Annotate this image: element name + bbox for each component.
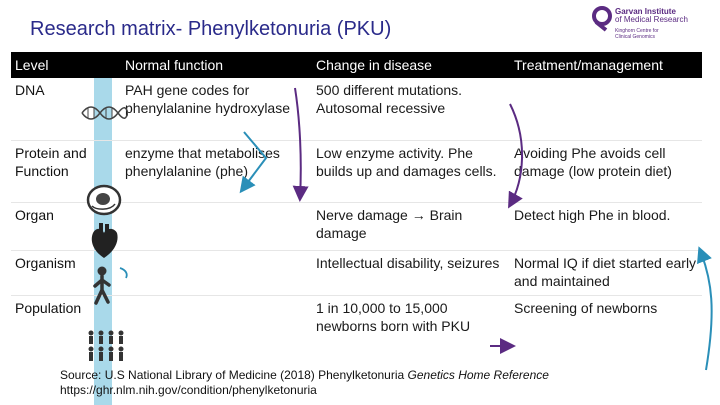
level-cell: DNA xyxy=(11,78,121,141)
level-cell: Organism xyxy=(11,251,121,296)
arrow-person-to-organism xyxy=(120,268,127,278)
disease-cell: 500 different mutations. Autosomal recessive xyxy=(312,78,510,141)
page-title: Research matrix- Phenylketonuria (PKU) xyxy=(30,18,392,40)
arrow-dna-to-protein xyxy=(295,88,301,198)
logo-sub-line1: Kinghorn Centre for xyxy=(615,28,659,34)
treatment-cell: Avoiding Phe avoids cell damage (low protein diet) xyxy=(510,141,702,203)
level-cell: Population xyxy=(15,300,82,316)
header-treatment: Treatment/management xyxy=(510,52,702,78)
source-url[interactable]: https://ghr.nlm.nih.gov/condition/phenylketonuria xyxy=(60,383,317,397)
disease-cell: 1 in 10,000 to 15,000 newborns born with PKU xyxy=(316,300,471,334)
header-level: Level xyxy=(11,52,121,78)
normal-cell: PAH gene codes for phenylalanine hydroxylase xyxy=(121,78,312,141)
source-citation xyxy=(60,368,549,398)
treatment-cell: Detect high Phe in blood. xyxy=(510,203,702,251)
header-change-in-disease: Change in disease xyxy=(312,52,510,78)
normal-cell: enzyme that metabolises phenylalanine (phe) xyxy=(121,141,312,203)
logo-name-line2: of Medical Research xyxy=(615,15,688,24)
treatment-cell: Screening of newborns xyxy=(514,300,658,316)
logo-sub-line2: Clinical Genomics xyxy=(615,34,656,40)
level-cell: Protein and Function xyxy=(11,141,121,203)
logo-name-line1: Garvan Institute xyxy=(615,7,676,16)
level-cell: Organ xyxy=(11,203,121,251)
source-prefix: Source: U.S National Library of Medicine (2018) Phenylketonuria xyxy=(60,368,408,382)
header-normal-function: Normal function xyxy=(121,52,312,78)
disease-cell: Low enzyme activity. Phe builds up and damages cells. xyxy=(312,141,510,203)
disease-cell: Nerve damage → Brain damage xyxy=(312,203,510,251)
arrow-disease-to-treatment xyxy=(510,104,522,205)
source-journal: Genetics Home Reference xyxy=(407,368,549,382)
arrow-normal-to-protein xyxy=(242,132,266,190)
disease-cell: Intellectual disability, seizures xyxy=(312,251,510,296)
treatment-cell: Normal IQ if diet started early and maintained xyxy=(510,251,702,296)
arrow-population-to-detection xyxy=(700,250,712,370)
